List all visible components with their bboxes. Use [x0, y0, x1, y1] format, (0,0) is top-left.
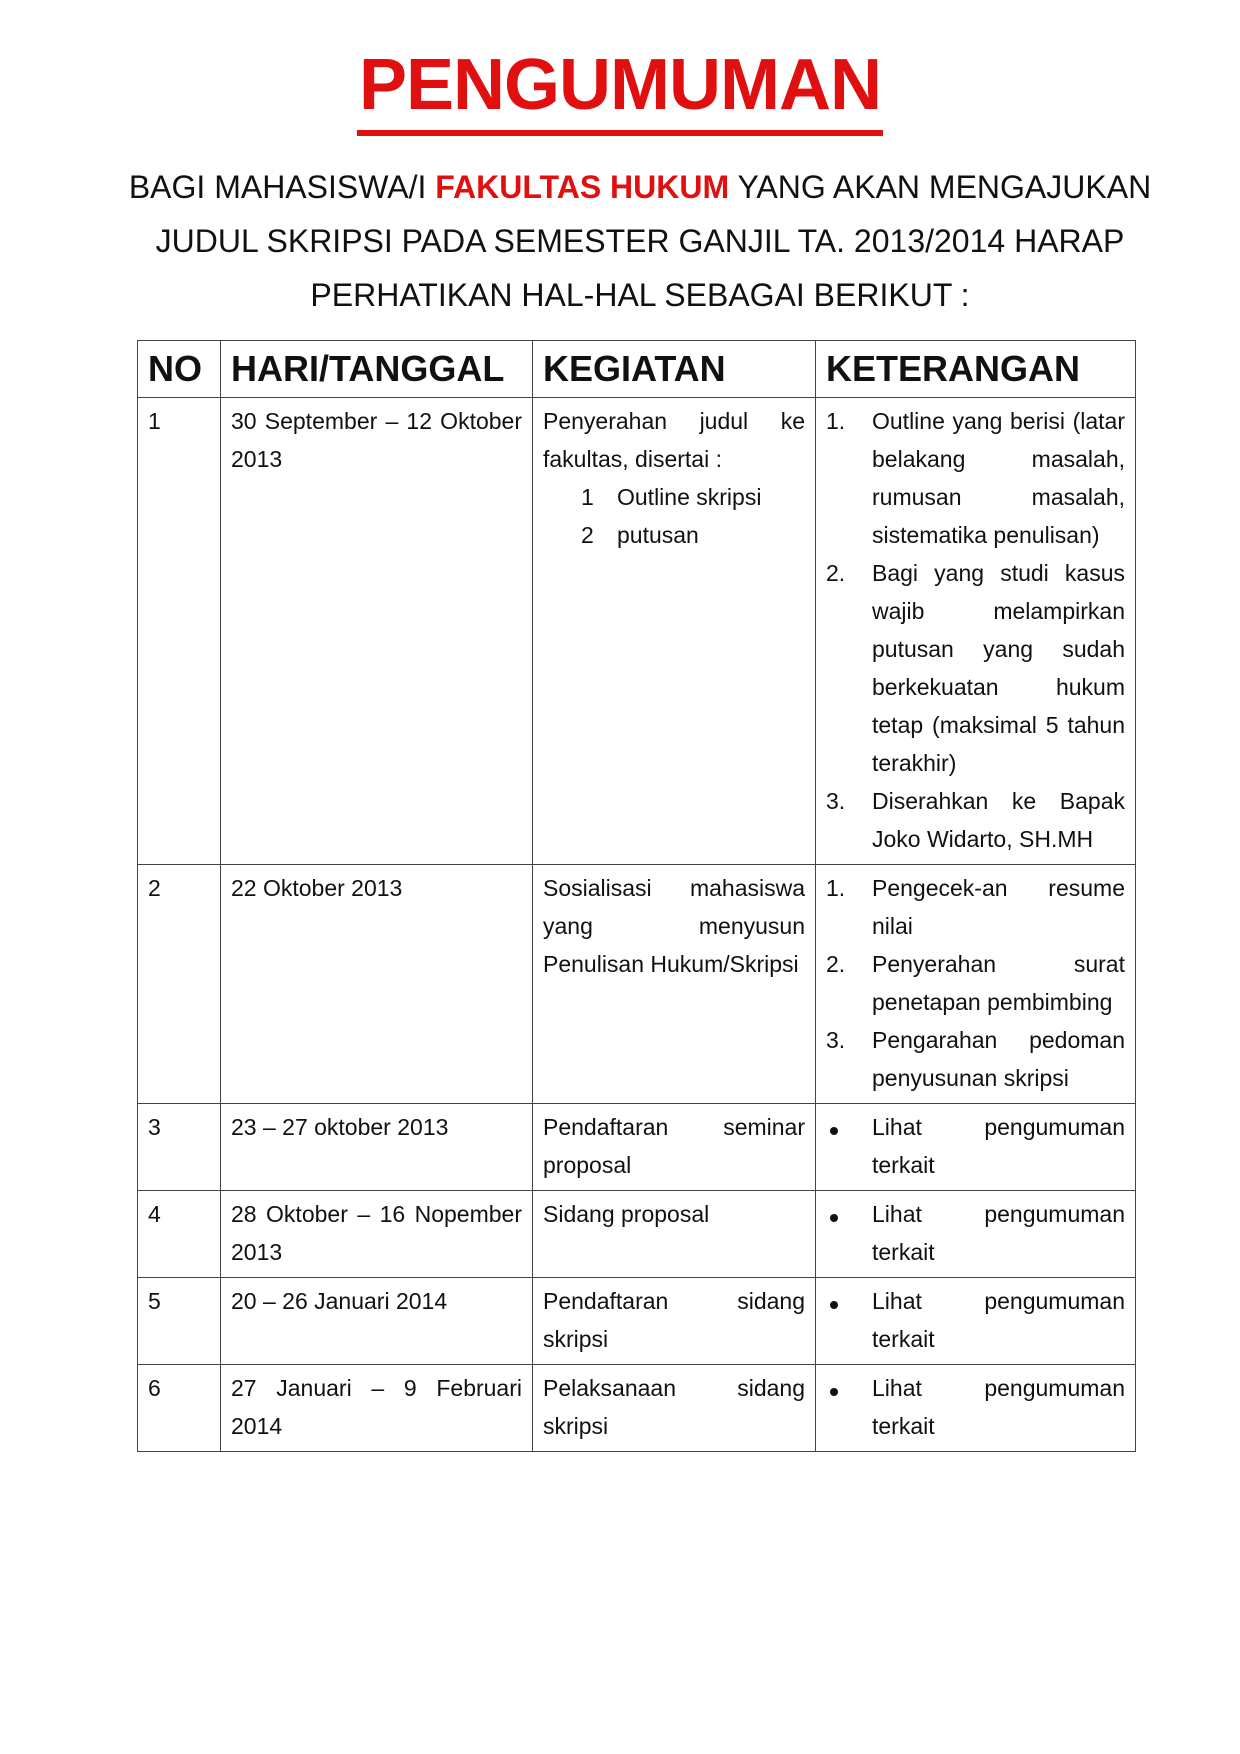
cell-notes — [816, 1191, 1136, 1278]
list-item-text: Lihat pengumuman terkait — [872, 1375, 1125, 1439]
list-marker: 1 — [581, 484, 594, 510]
intro-text-1: BAGI MAHASISWA/I — [128, 169, 436, 205]
list-item — [581, 478, 805, 516]
table-row — [138, 1278, 1136, 1365]
cell-date: 27 Januari – 9 Februari 2014 — [221, 1365, 533, 1452]
cell-no: 6 — [138, 1365, 221, 1452]
list-marker: 2 — [581, 522, 594, 548]
list-item — [826, 554, 1125, 782]
cell-no: 4 — [138, 1191, 221, 1278]
page-title — [0, 40, 1240, 136]
list-marker: 2. — [826, 560, 846, 586]
list-item-text: Diserahkan ke Bapak Joko Widarto, SH.MH — [872, 788, 1125, 852]
list-item-text: Pengarahan pedoman penyusunan skripsi — [872, 1027, 1125, 1091]
activity-sublist — [543, 478, 805, 554]
cell-date: 20 – 26 Januari 2014 — [221, 1278, 533, 1365]
list-item-text: Pengecek-an resume nilai — [872, 875, 1125, 939]
table-row — [138, 1191, 1136, 1278]
list-item — [826, 402, 1125, 554]
header-no: NO — [138, 341, 221, 398]
list-item — [826, 1021, 1125, 1097]
schedule-table — [137, 340, 1136, 1452]
list-item-text: putusan — [617, 522, 699, 548]
table-row — [138, 865, 1136, 1104]
cell-date: 30 September – 12 Oktober 2013 — [221, 398, 533, 865]
table-row — [138, 1104, 1136, 1191]
cell-activity: Pendaftaran sidang skripsi — [533, 1278, 816, 1365]
list-item — [826, 782, 1125, 858]
cell-notes — [816, 1278, 1136, 1365]
cell-notes — [816, 1365, 1136, 1452]
cell-no: 1 — [138, 398, 221, 865]
bullet-icon — [826, 1282, 838, 1320]
cell-no: 3 — [138, 1104, 221, 1191]
bullet-icon — [826, 1108, 838, 1146]
list-item — [826, 1108, 1125, 1184]
list-marker: 2. — [826, 951, 846, 977]
cell-activity: Pendaftaran seminar proposal — [533, 1104, 816, 1191]
activity-text: Penyerahan judul ke fakultas, disertai : — [543, 408, 805, 472]
intro-highlight: FAKULTAS HUKUM — [435, 169, 730, 205]
title-text: PENGUMUMAN — [357, 40, 883, 136]
cell-date: 28 Oktober – 16 Nopember 2013 — [221, 1191, 533, 1278]
list-item-text: Outline yang berisi (latar belakang masalah, rumusan masalah, sistematika penulisan) — [872, 408, 1125, 548]
cell-date: 22 Oktober 2013 — [221, 865, 533, 1104]
cell-activity: Sosialisasi mahasiswa yang menyusun Penulisan Hukum/Skripsi — [533, 865, 816, 1104]
cell-activity: Sidang proposal — [533, 1191, 816, 1278]
list-marker: 1. — [826, 875, 846, 901]
notes-list — [826, 1195, 1125, 1271]
intro-paragraph — [120, 160, 1160, 322]
list-marker: 3. — [826, 1027, 846, 1053]
notes-list — [826, 1282, 1125, 1358]
list-item-text: Lihat pengumuman terkait — [872, 1114, 1125, 1178]
intro-text-2: YANG AKAN MENGAJUKAN JUDUL SKRIPSI PADA SEMESTER GANJIL TA. 2013/2014 HARAP PERHATIKAN HAL-HAL SEBAGAI BERIKUT : — [155, 169, 1152, 313]
notes-list — [826, 869, 1125, 1097]
list-marker: 1. — [826, 408, 846, 434]
notes-list — [826, 1108, 1125, 1184]
bullet-icon — [826, 1195, 838, 1233]
header-date: HARI/TANGGAL — [221, 341, 533, 398]
list-item — [826, 1282, 1125, 1358]
cell-no: 2 — [138, 865, 221, 1104]
list-item-text: Lihat pengumuman terkait — [872, 1288, 1125, 1352]
list-item-text: Penyerahan surat penetapan pembimbing — [872, 951, 1125, 1015]
list-item — [826, 1195, 1125, 1271]
table-header-row — [138, 341, 1136, 398]
list-marker: 3. — [826, 788, 846, 814]
cell-date: 23 – 27 oktober 2013 — [221, 1104, 533, 1191]
table-row — [138, 398, 1136, 865]
list-item — [581, 516, 805, 554]
cell-no: 5 — [138, 1278, 221, 1365]
bullet-icon — [826, 1369, 838, 1407]
notes-list — [826, 402, 1125, 858]
cell-notes — [816, 1104, 1136, 1191]
list-item — [826, 1369, 1125, 1445]
header-activity: KEGIATAN — [533, 341, 816, 398]
list-item-text: Bagi yang studi kasus wajib melampirkan putusan yang sudah berkekuatan hukum tetap (maksimal 5 tahun terakhir) — [872, 560, 1125, 776]
list-item — [826, 869, 1125, 945]
cell-notes — [816, 865, 1136, 1104]
list-item-text: Lihat pengumuman terkait — [872, 1201, 1125, 1265]
cell-activity — [533, 398, 816, 865]
list-item-text: Outline skripsi — [617, 484, 762, 510]
header-notes: KETERANGAN — [816, 341, 1136, 398]
table-row — [138, 1365, 1136, 1452]
cell-notes — [816, 398, 1136, 865]
cell-activity: Pelaksanaan sidang skripsi — [533, 1365, 816, 1452]
notes-list — [826, 1369, 1125, 1445]
list-item — [826, 945, 1125, 1021]
